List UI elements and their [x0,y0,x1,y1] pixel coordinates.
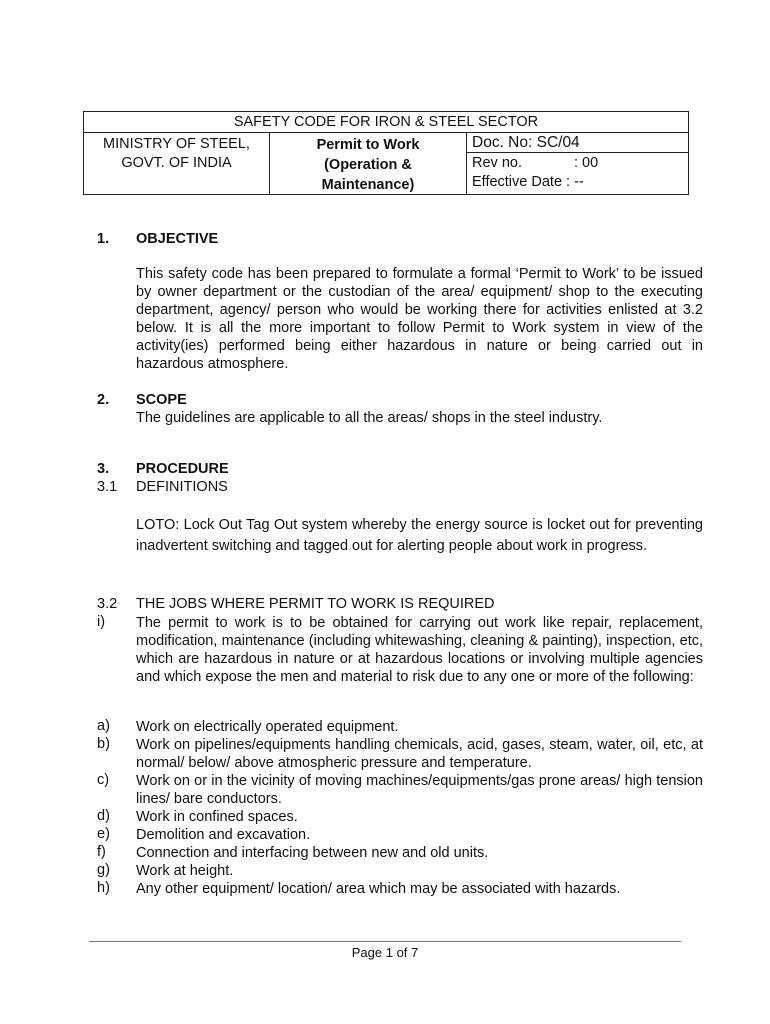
list-item-mark: f) [97,844,106,860]
item-i-text: The permit to work is to be obtained for carrying out work like repair, replacement, modification, maintenance (including whitewashing, cleaning & painting), inspection, etc, which are hazardous in nature or at hazardous locations or involving multiple agencies and which expose the men and material to risk due to any one or more of the following: [136,615,703,685]
effective-date: Effective Date : -- [472,174,584,190]
section-1-body: This safety code has been prepared to formulate a formal ‘Permit to Work’ to be issued by owner department or the custodian of the area/ equipment/ shop to the executing department, agency/ person who would be working there for activities enlisted at 3.2 below. It is all the more important to follow Permit to Work system in view of the activity(ies) performed being either hazardous in nature or being carried out in hazardous atmosphere. [136,266,703,372]
list-item-mark: b) [97,736,110,752]
revision-label: Rev no. [472,155,522,171]
list-item-mark: a) [97,718,110,734]
subsection-3-1-title: DEFINITIONS [136,479,228,495]
list-item-text: Any other equipment/ location/ area which may be associated with hazards. [136,881,621,897]
loto-definition: LOTO: Lock Out Tag Out system whereby the energy source is locket out for preventing inadvertent switching and tagged out for alerting people about work in progress. [136,517,703,554]
list-item-text: Connection and interfacing between new and old units. [136,845,489,861]
list-item-mark: e) [97,826,110,842]
list-item-text: Work in confined spaces. [136,809,298,825]
subsection-3-2-title: THE JOBS WHERE PERMIT TO WORK IS REQUIRED [136,596,495,612]
list-item-text: Work at height. [136,863,234,879]
section-2-heading: SCOPE [136,392,187,408]
section-1-number: 1. [97,231,110,247]
section-2-number: 2. [97,392,110,408]
revision-value: : 00 [573,155,599,171]
permit-line-3: Maintenance) [321,177,415,193]
footer-divider [89,941,681,942]
section-3-number: 3. [97,461,110,477]
list-item-mark: g) [97,862,110,878]
permit-line-2: (Operation & [324,157,412,173]
ministry-cell [84,133,270,194]
list-item-text: Demolition and excavation. [136,827,311,843]
revision-line [467,153,688,172]
header-title: SAFETY CODE FOR IRON & STEEL SECTOR [84,112,688,133]
ministry-line-1: MINISTRY OF STEEL, [103,136,250,152]
doc-info-cell [467,133,688,194]
list-item-text: Work on or in the vicinity of moving machines/equipments/gas prone areas/ high tension lines/ bare conductors. [136,773,703,807]
permit-line-1: Permit to Work [316,137,420,153]
subsection-3-1-number: 3.1 [97,479,118,495]
permit-cell [270,133,467,194]
doc-number: Doc. No: SC/04 [467,133,688,153]
section-2-body: The guidelines are applicable to all the areas/ shops in the steel industry. [136,410,603,426]
item-i-mark: i) [97,614,106,630]
subsection-3-2-number: 3.2 [97,596,118,612]
section-1-heading: OBJECTIVE [136,231,219,247]
list-item-mark: h) [97,880,110,896]
section-3-heading: PROCEDURE [136,461,229,477]
header-row [84,133,688,194]
page-number: Page 1 of 7 [351,945,419,960]
ministry-line-2: GOVT. OF INDIA [121,155,232,171]
list-item-text: Work on pipelines/equipments handling chemicals, acid, gases, steam, water, oil, etc, at normal/ below/ above atmospheric pressure and temperature. [136,737,703,771]
document-header-table [83,111,689,195]
list-item-mark: c) [97,772,110,788]
list-item-mark: d) [97,808,110,824]
list-item-text: Work on electrically operated equipment. [136,719,399,735]
